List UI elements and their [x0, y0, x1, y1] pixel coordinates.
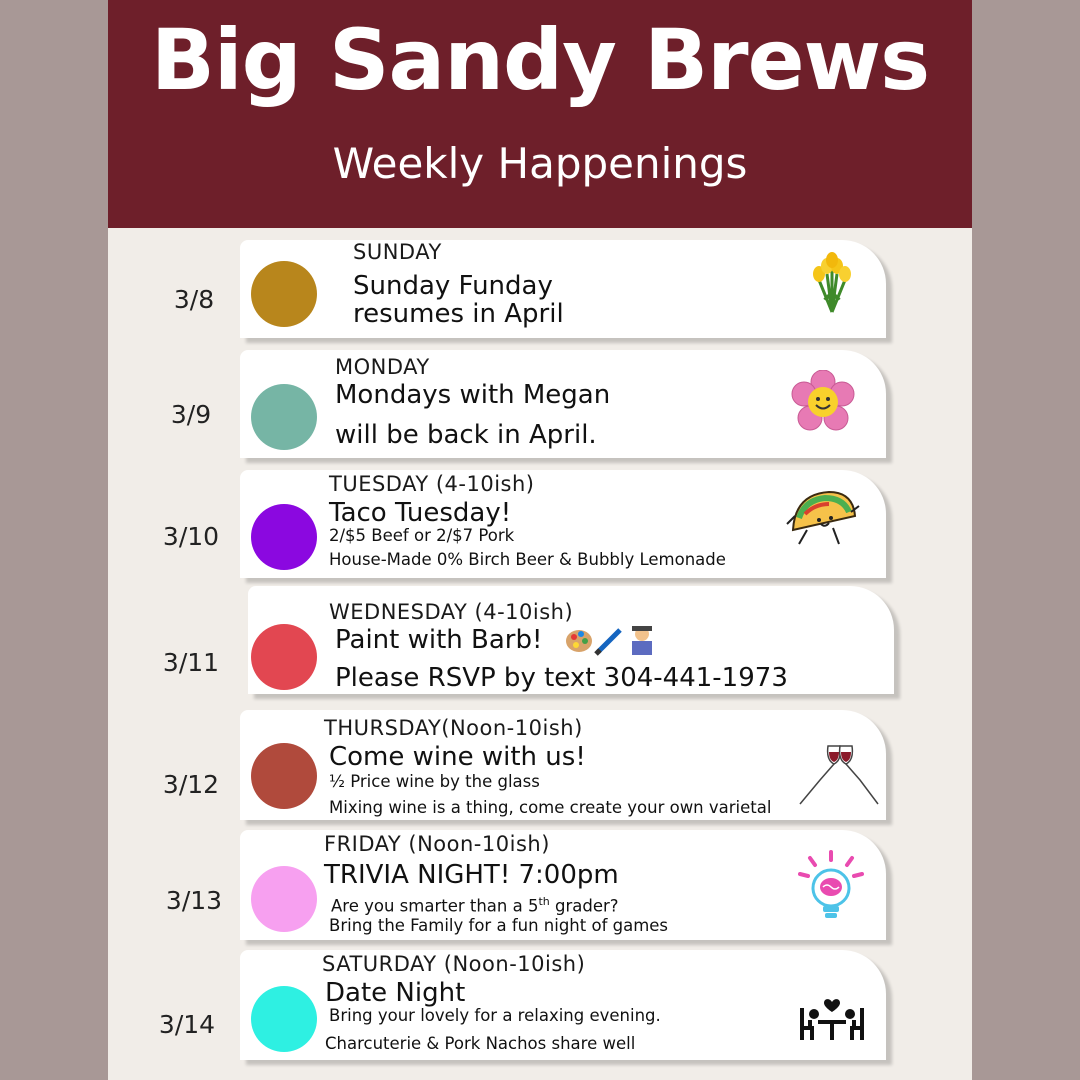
- tulip-bouquet-icon: [805, 250, 859, 316]
- event-card-wednesday: [248, 586, 894, 694]
- event-color-dot: [251, 986, 317, 1052]
- event-color-dot: [251, 624, 317, 690]
- event-card-monday: [240, 350, 886, 458]
- event-date: 3/13: [165, 886, 223, 915]
- event-day: SATURDAY (Noon-10ish): [322, 952, 586, 976]
- event-detail: Charcuterie & Pork Nachos share well: [325, 1034, 636, 1053]
- dinner-date-icon: [800, 994, 864, 1042]
- palette-brush-artist-icon: [564, 624, 660, 656]
- event-title: TRIVIA NIGHT! 7:00pm: [324, 860, 619, 890]
- smiling-flower-icon: [790, 370, 856, 436]
- event-detail: 2/$5 Beef or 2/$7 Pork: [329, 526, 515, 545]
- event-day: FRIDAY (Noon-10ish): [324, 832, 550, 856]
- event-title: Taco Tuesday!: [329, 498, 512, 528]
- event-day: THURSDAY(Noon-10ish): [324, 716, 583, 740]
- header-banner: [108, 0, 972, 228]
- event-color-dot: [251, 504, 317, 570]
- event-detail: House-Made 0% Birch Beer & Bubbly Lemonade: [329, 550, 726, 569]
- event-detail: Bring the Family for a fun night of games: [329, 916, 669, 935]
- event-detail: Bring your lovely for a relaxing evening.: [329, 1006, 661, 1025]
- event-card-friday: [240, 830, 886, 940]
- event-card-thursday: [240, 710, 886, 820]
- event-color-dot: [251, 866, 317, 932]
- event-detail: Are you smarter than a 5th grader?: [331, 895, 619, 916]
- event-card-saturday: [240, 950, 886, 1060]
- event-day: WEDNESDAY (4-10ish): [329, 600, 574, 624]
- event-date: 3/8: [173, 285, 215, 314]
- event-day: MONDAY: [335, 355, 430, 379]
- event-color-dot: [251, 743, 317, 809]
- event-card-tuesday: [240, 470, 886, 578]
- event-date: 3/12: [162, 770, 220, 799]
- brain-lightbulb-icon: [798, 850, 864, 924]
- event-date: 3/14: [158, 1010, 216, 1039]
- event-detail: will be back in April.: [335, 420, 597, 450]
- event-title: Sunday Funday: [353, 271, 553, 301]
- event-day: TUESDAY (4-10ish): [329, 472, 535, 496]
- event-title: Come wine with us!: [329, 742, 586, 772]
- event-color-dot: [251, 261, 317, 327]
- event-day: SUNDAY: [353, 240, 442, 264]
- event-date: 3/11: [162, 648, 220, 677]
- event-detail: Please RSVP by text 304-441-1973: [335, 663, 788, 693]
- page-title: Big Sandy Brews: [150, 11, 930, 109]
- event-card-sunday: [240, 240, 886, 338]
- event-date: 3/10: [162, 522, 220, 551]
- taco-icon: [785, 486, 861, 548]
- event-title: Date Night: [325, 978, 466, 1008]
- event-date: 3/9: [170, 400, 212, 429]
- event-detail: resumes in April: [353, 299, 564, 329]
- wine-toast-icon: [798, 740, 880, 806]
- event-title: Paint with Barb!: [335, 625, 543, 655]
- event-title: Mondays with Megan: [335, 380, 611, 410]
- event-color-dot: [251, 384, 317, 450]
- page-subtitle: Weekly Happenings: [332, 139, 748, 188]
- event-detail: ½ Price wine by the glass: [329, 772, 540, 791]
- event-detail: Mixing wine is a thing, come create your own varietal: [329, 798, 772, 817]
